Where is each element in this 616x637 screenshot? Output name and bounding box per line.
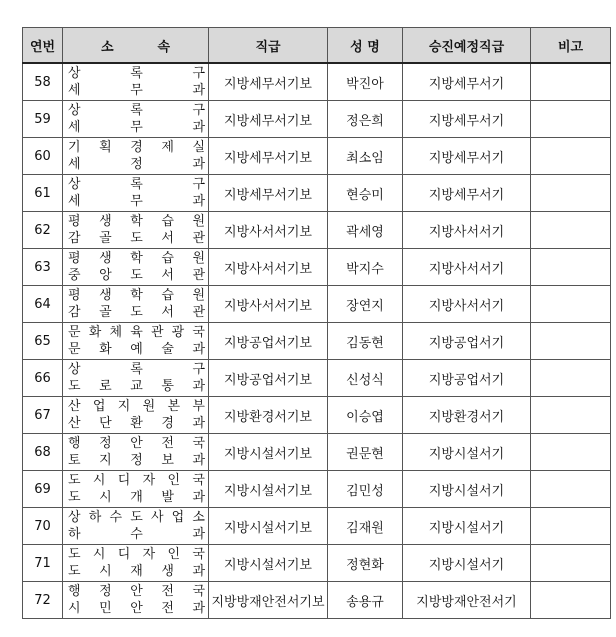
cell-no: 65 bbox=[23, 323, 63, 360]
table-row bbox=[23, 471, 611, 508]
dept-line: 평 생 학 습 원 bbox=[68, 214, 205, 229]
header-promo-grade: 승진예정직급 bbox=[403, 28, 531, 64]
cell-note bbox=[531, 249, 611, 286]
cell-promo-grade: 지방방재안전서기 bbox=[403, 582, 531, 619]
cell-dept bbox=[63, 212, 209, 249]
cell-note bbox=[531, 582, 611, 619]
dept-line: 상 록 구 bbox=[68, 362, 205, 377]
cell-grade: 지방세무서기보 bbox=[209, 63, 328, 101]
cell-dept bbox=[63, 545, 209, 582]
cell-promo-grade: 지방세무서기 bbox=[403, 101, 531, 138]
table-row bbox=[23, 63, 611, 101]
dept-line: 상 록 구 bbox=[68, 103, 205, 118]
cell-grade: 지방방재안전서기보 bbox=[209, 582, 328, 619]
cell-grade: 지방세무서기보 bbox=[209, 138, 328, 175]
cell-note bbox=[531, 138, 611, 175]
cell-promo-grade: 지방시설서기 bbox=[403, 434, 531, 471]
header-no: 연번 bbox=[23, 28, 63, 64]
cell-no: 61 bbox=[23, 175, 63, 212]
cell-name: 권문현 bbox=[328, 434, 403, 471]
cell-note bbox=[531, 545, 611, 582]
cell-promo-grade: 지방공업서기 bbox=[403, 360, 531, 397]
cell-dept bbox=[63, 582, 209, 619]
cell-promo-grade: 지방시설서기 bbox=[403, 471, 531, 508]
dept-line: 상 록 구 bbox=[68, 177, 205, 192]
cell-name: 곽세영 bbox=[328, 212, 403, 249]
cell-note bbox=[531, 360, 611, 397]
cell-promo-grade: 지방시설서기 bbox=[403, 508, 531, 545]
header-name: 성 명 bbox=[328, 28, 403, 64]
dept-line: 상 하 수 도 사 업 소 bbox=[68, 510, 205, 525]
table-row bbox=[23, 545, 611, 582]
cell-name: 송용규 bbox=[328, 582, 403, 619]
cell-promo-grade: 지방시설서기 bbox=[403, 545, 531, 582]
cell-dept bbox=[63, 508, 209, 545]
table-row bbox=[23, 249, 611, 286]
table-row bbox=[23, 323, 611, 360]
dept-line: 기 획 경 제 실 bbox=[68, 140, 205, 155]
cell-note bbox=[531, 397, 611, 434]
cell-name: 최소임 bbox=[328, 138, 403, 175]
dept-line: 도 시 디 자 인 국 bbox=[68, 547, 205, 562]
cell-note bbox=[531, 434, 611, 471]
table-body bbox=[23, 63, 611, 619]
dept-line: 평 생 학 습 원 bbox=[68, 288, 205, 303]
table-row bbox=[23, 360, 611, 397]
table-row bbox=[23, 138, 611, 175]
table-row bbox=[23, 582, 611, 619]
cell-no: 66 bbox=[23, 360, 63, 397]
cell-promo-grade: 지방공업서기 bbox=[403, 323, 531, 360]
cell-no: 67 bbox=[23, 397, 63, 434]
cell-no: 71 bbox=[23, 545, 63, 582]
cell-name: 장연지 bbox=[328, 286, 403, 323]
cell-dept bbox=[63, 397, 209, 434]
cell-grade: 지방시설서기보 bbox=[209, 434, 328, 471]
dept-line: 세 무 과 bbox=[68, 120, 205, 135]
dept-line: 토 지 정 보 과 bbox=[68, 453, 205, 468]
cell-no: 64 bbox=[23, 286, 63, 323]
cell-note bbox=[531, 101, 611, 138]
cell-name: 김민성 bbox=[328, 471, 403, 508]
header-dept-char: 소 bbox=[101, 39, 114, 55]
cell-name: 김재원 bbox=[328, 508, 403, 545]
dept-line: 도 시 개 발 과 bbox=[68, 490, 205, 505]
dept-line: 세 무 과 bbox=[68, 83, 205, 98]
cell-dept bbox=[63, 249, 209, 286]
dept-line: 문 화 체 육 관 광 국 bbox=[68, 325, 205, 340]
cell-no: 58 bbox=[23, 63, 63, 101]
cell-name: 김동현 bbox=[328, 323, 403, 360]
cell-grade: 지방사서서기보 bbox=[209, 249, 328, 286]
cell-note bbox=[531, 212, 611, 249]
cell-grade: 지방사서서기보 bbox=[209, 212, 328, 249]
table-header-row bbox=[23, 28, 611, 64]
cell-no: 69 bbox=[23, 471, 63, 508]
dept-line: 중 앙 도 서 관 bbox=[68, 268, 205, 283]
cell-dept bbox=[63, 471, 209, 508]
dept-line: 도 로 교 통 과 bbox=[68, 379, 205, 394]
dept-line: 하 수 과 bbox=[68, 527, 205, 542]
cell-note bbox=[531, 175, 611, 212]
dept-line: 감 골 도 서 관 bbox=[68, 305, 205, 320]
dept-line: 도 시 재 생 과 bbox=[68, 564, 205, 579]
cell-promo-grade: 지방사서서기 bbox=[403, 286, 531, 323]
cell-no: 62 bbox=[23, 212, 63, 249]
cell-dept bbox=[63, 323, 209, 360]
table-row bbox=[23, 175, 611, 212]
cell-dept bbox=[63, 286, 209, 323]
cell-grade: 지방공업서기보 bbox=[209, 323, 328, 360]
dept-line: 감 골 도 서 관 bbox=[68, 231, 205, 246]
cell-name: 정현화 bbox=[328, 545, 403, 582]
table-row bbox=[23, 212, 611, 249]
cell-note bbox=[531, 323, 611, 360]
dept-line: 문 화 예 술 과 bbox=[68, 342, 205, 357]
table-row bbox=[23, 286, 611, 323]
cell-note bbox=[531, 286, 611, 323]
cell-grade: 지방환경서기보 bbox=[209, 397, 328, 434]
cell-grade: 지방사서서기보 bbox=[209, 286, 328, 323]
cell-dept bbox=[63, 138, 209, 175]
cell-name: 이승엽 bbox=[328, 397, 403, 434]
cell-grade: 지방공업서기보 bbox=[209, 360, 328, 397]
header-note: 비고 bbox=[531, 28, 611, 64]
table-row bbox=[23, 508, 611, 545]
dept-line: 행 정 안 전 국 bbox=[68, 436, 205, 451]
cell-promo-grade: 지방환경서기 bbox=[403, 397, 531, 434]
cell-dept bbox=[63, 360, 209, 397]
cell-grade: 지방세무서기보 bbox=[209, 101, 328, 138]
cell-note bbox=[531, 63, 611, 101]
dept-line: 행 정 안 전 국 bbox=[68, 584, 205, 599]
dept-line: 산 업 지 원 본 부 bbox=[68, 399, 205, 414]
cell-promo-grade: 지방사서서기 bbox=[403, 212, 531, 249]
header-dept-char: 속 bbox=[157, 39, 170, 55]
cell-no: 70 bbox=[23, 508, 63, 545]
dept-line: 상 록 구 bbox=[68, 66, 205, 81]
header-grade: 직급 bbox=[209, 28, 328, 64]
cell-grade: 지방시설서기보 bbox=[209, 545, 328, 582]
cell-no: 68 bbox=[23, 434, 63, 471]
cell-grade: 지방세무서기보 bbox=[209, 175, 328, 212]
dept-line: 시 민 안 전 과 bbox=[68, 601, 205, 616]
cell-name: 정은희 bbox=[328, 101, 403, 138]
cell-name: 현승미 bbox=[328, 175, 403, 212]
cell-no: 63 bbox=[23, 249, 63, 286]
cell-no: 59 bbox=[23, 101, 63, 138]
cell-grade: 지방시설서기보 bbox=[209, 471, 328, 508]
dept-line: 도 시 디 자 인 국 bbox=[68, 473, 205, 488]
cell-no: 60 bbox=[23, 138, 63, 175]
cell-promo-grade: 지방사서서기 bbox=[403, 249, 531, 286]
cell-no: 72 bbox=[23, 582, 63, 619]
dept-line: 평 생 학 습 원 bbox=[68, 251, 205, 266]
cell-name: 박진아 bbox=[328, 63, 403, 101]
cell-promo-grade: 지방세무서기 bbox=[403, 138, 531, 175]
table-row bbox=[23, 101, 611, 138]
dept-line: 세 정 과 bbox=[68, 157, 205, 172]
cell-dept bbox=[63, 63, 209, 101]
cell-dept bbox=[63, 434, 209, 471]
cell-dept bbox=[63, 101, 209, 138]
cell-note bbox=[531, 471, 611, 508]
promotion-roster-table bbox=[22, 27, 611, 619]
table-row bbox=[23, 397, 611, 434]
header-dept bbox=[63, 28, 209, 64]
dept-line: 세 무 과 bbox=[68, 194, 205, 209]
cell-name: 박지수 bbox=[328, 249, 403, 286]
cell-dept bbox=[63, 175, 209, 212]
cell-promo-grade: 지방세무서기 bbox=[403, 63, 531, 101]
table-row bbox=[23, 434, 611, 471]
cell-name: 신성식 bbox=[328, 360, 403, 397]
cell-grade: 지방시설서기보 bbox=[209, 508, 328, 545]
dept-line: 산 단 환 경 과 bbox=[68, 416, 205, 431]
cell-note bbox=[531, 508, 611, 545]
cell-promo-grade: 지방세무서기 bbox=[403, 175, 531, 212]
